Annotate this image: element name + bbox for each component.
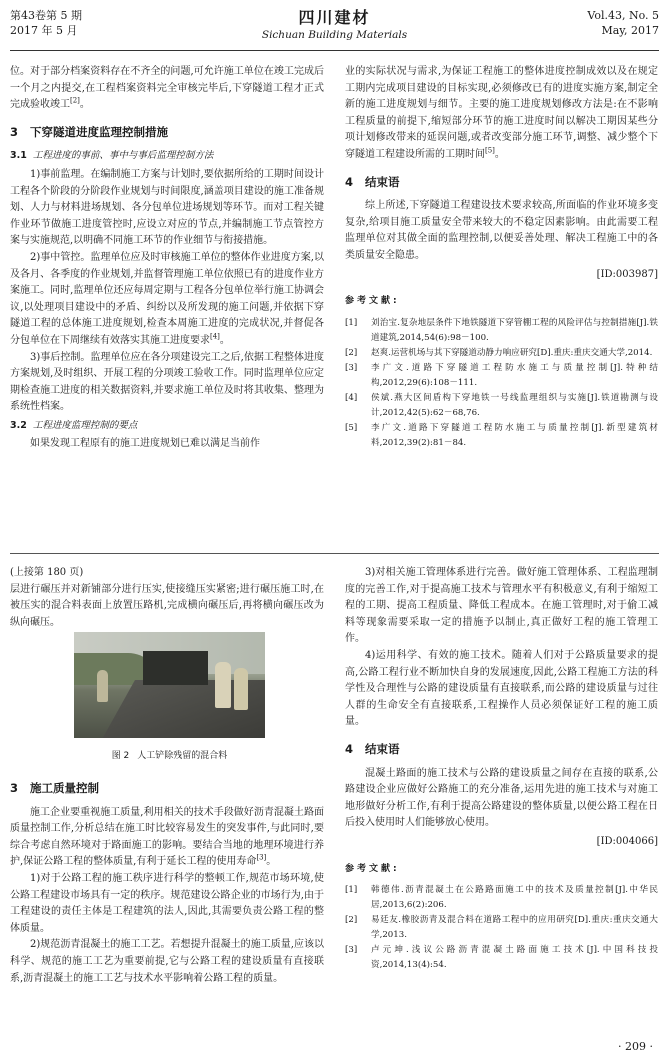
- page-header: [10, 8, 659, 52]
- paragraph: 综上所述,下穿隧道工程建设技术要求较高,所面临的作业环境多变复杂,给项目施工质量安全带来较大的不稳定因素影响。由此需要工程监理单位对其做全面的监理控制,以便妥善处理、解决工程施工中的各类质量安全隐患。: [345, 200, 658, 261]
- references-heading: 参考文献:: [345, 863, 400, 874]
- document-id: [ID:003987]: [596, 268, 658, 280]
- references-heading: 参考文献:: [345, 296, 400, 307]
- date-en: May, 2017: [601, 24, 659, 37]
- paragraph: 3)事后控制。监理单位应在各分项建设完工之后,依据工程整体进度方案规划,及时组织、开展工程的分项竣工验收工作。同时监理单位应定期检查施工进度的相关数据资料,并要求施工单位及时将其收集、整理为系统性档案。: [10, 351, 324, 413]
- paragraph: 位。对于部分档案资料存在不齐全的问题,可允许施工单位在竣工完成后一个月之内提交,在工程档案资料完全审核完毕后,下穿隧道工程才正式完成验收竣工[2]。: [10, 66, 324, 111]
- article-divider: [10, 553, 659, 554]
- figure-caption: 图 2 人工铲除残留的混合料: [111, 751, 228, 761]
- lower-left-top: [10, 565, 324, 631]
- reference-item: [1] 韩德伟.沥青混凝土在公路路面施工中的技术及质量控制[J].中华民居,2013,6(2):206.: [345, 885, 658, 911]
- references-list: [345, 883, 658, 973]
- worker-figure: [97, 670, 108, 702]
- reference-item: [5] 李广文.道路下穿隧道工程防水施工与质量控制[J].新型建筑材料,2012,39(2):81－84.: [345, 422, 658, 448]
- citation: [3]: [256, 854, 267, 863]
- header-rule: [10, 50, 659, 51]
- reference-item: [1] 刘治宝.复杂地层条件下地铁隧道下穿管棚工程的风险评估与控制措施[J].铁道建筑,2014,54(6):98－100.: [345, 317, 658, 343]
- construction-photo: [74, 632, 265, 738]
- document-id: [ID:004066]: [596, 835, 658, 847]
- paragraph: 如果发现工程原有的施工进度规划已难以满足当前作: [30, 438, 260, 450]
- volume-en: Vol.43, No. 5: [587, 9, 659, 22]
- reference-item: [2] 易廷友.橡胶沥青及混合料在道路工程中的应用研究[D].重庆:重庆交通大学,2013.: [345, 915, 658, 941]
- section-heading: 4 结束语: [345, 741, 400, 756]
- header-center: [10, 8, 659, 42]
- paver-machine: [143, 651, 208, 685]
- section-heading: 3 下穿隧道进度监理控制措施: [10, 124, 169, 139]
- citation: [5]: [485, 146, 495, 155]
- paragraph: 层进行碾压并对新铺部分进行压实,使接缝压实紧密;进行碾压施工时,在被压实的混合料表面上放置压路机,完成横向碾压后,再将横向碾压改为纵向碾压。: [10, 583, 324, 628]
- reference-item: [4] 侯斌.燕大区间盾构下穿地铁一号线监理组织与实施[J].铁道勘测与设计,2012,42(5):62－68,76.: [345, 392, 658, 418]
- paragraph: 混凝土路面的施工技术与公路的建设质量之间存在直接的联系,公路建设企业应做好公路施工的充分准备,运用先进的施工技术与对施工地形做好分析工作,有利于提高公路建设的整体质量,以便公路工程在日后投入使用时人们能够放心使用。: [345, 767, 658, 829]
- section-heading: 4 结束语: [345, 174, 400, 189]
- reference-item: [2] 赵爽.运营机场与其下穿隧道动静力响应研究[D].重庆:重庆交通大学,2014.: [345, 347, 653, 358]
- journal-name-en: Sichuan Building Materials: [261, 29, 408, 41]
- subsection-heading: 3.2 工程进度监理控制的要点: [10, 419, 138, 431]
- paragraph: 业的实际状况与需求,为保证工程施工的整体进度控制成效以及在规定工期内完成项目建设的目标实现,必须修改已有的进度实施方案,制定全新的施工进度规划与细节。主要的施工进度规划修改方法是:在不影响工程质量的前提下,缩短部分环节的施工进度时间以解决工期因某些分项计划修改带来的延误问题,或者改变部分施工环节,调整、减少整个下穿隧道工程建设所需的工期时间[5]。: [345, 66, 658, 160]
- reference-item: [3] 李广文.道路下穿隧道工程防水施工与质量控制[J].特种结构,2012,29(6):108－111.: [345, 362, 658, 388]
- paragraph: 2)规范沥青混凝土的施工工艺。若想提升混凝土的施工质量,应该以科学、规范的施工工艺为重要前提,它与公路工程的建设质量有直接联系,沥青混凝土的施工工艺与技术水平影响着公路工程的质量。: [10, 939, 324, 984]
- continuation-note: (上接第 180 页): [10, 567, 84, 578]
- journal-logo: 四川建材: [298, 8, 371, 27]
- paragraph: 3)对相关施工管理体系进行完善。做好施工管理体系、工程监理制度的完善工作,对于提高施工技术与管理水平有积极意义,有利于缩短工程的工期、提高工程质量、降低工程成本。在施工管理时,对于偷工减料等现象需要采取一定的措施予以制止,真正做好工程的施工管理工作。: [345, 567, 658, 645]
- paragraph: 4)运用科学、有效的施工技术。随着人们对于公路质量要求的提高,公路工程行业不断加快自身的发展速度,因此,公路工程施工方法的科学性及合理性与公路的建设质量有直接联系,而公路的建设质量与过往人群的生命安全有直接联系,工程操作人员必须保证好工程的施工质量。: [345, 649, 658, 728]
- paragraph: 1)事前监理。在编制施工方案与计划时,要依据所给的工期时间设计工程各个阶段的分阶段作业规划与时间限度,涵盖项目建设的施工准备规划、人力与材料进场规划、各分包单位进场规划等环节。而对工程关键作业环节做施工进度管控时,应设立对应的节点,并编制施工节点管控方案与实施规范,以明确不同施工环节的作业细节与衔接措施。: [10, 168, 324, 247]
- lower-left-bottom: [10, 770, 324, 987]
- reference-item: [3] 卢元坤.浅议公路沥青混凝土路面施工技术[J].中国科技投资,2014,13(4):54.: [345, 945, 658, 971]
- date-cn: 2017 年 5 月: [10, 24, 78, 37]
- worker-figure: [234, 668, 247, 710]
- paragraph: 施工企业要重视施工质量,利用相关的技术手段做好沥青混凝土路面质量控制工作,分析总结在施工时比较容易发生的突发事件,与此同时,要综合考虑自然环境对于路面施工的影响。要结合当地的地理环境进行养护,保证公路工程的整体质量,有利于延长工程的使用寿命[3]。: [10, 806, 324, 868]
- citation: [4]: [210, 332, 220, 341]
- paragraph: 2)事中管控。监理单位应及时审核施工单位的整体作业进度方案,以及各月、各季度的作业规划,并监督管理施工单位依照已有的进度作业方案施工。同时,监理单位还应每周定期与工程各分包单位举行施工协调会议,以处理项目建设中的矛盾、纠纷以及所发现的施工问题,并依据下穿隧道工程的总体施工进度规划,检查本周施工进度的完成状况,并督促各分包单位在下周继续有效落实其施工进度要求[4]。: [10, 251, 324, 346]
- volume-cn: 第43卷第 5 期: [10, 9, 82, 22]
- page-number: · 209 ·: [618, 1040, 653, 1053]
- section-heading: 3 施工质量控制: [10, 781, 100, 795]
- references-list: [345, 316, 658, 451]
- upper-right-column: [345, 64, 658, 451]
- paragraph: 1)对于公路工程的施工秩序进行科学的整顿工作,规范市场环境,使公路工程建设市场具有一定的秩序。规范建设公路企业的市场行为,由于工程建设的责任主体是工程建筑的法人,因此,其需要负责公路工程的整体质量。: [10, 872, 324, 934]
- lower-right-column: [345, 565, 658, 973]
- citation: [2]: [70, 96, 80, 105]
- upper-left-column: [10, 64, 324, 453]
- worker-figure: [215, 662, 230, 709]
- header-right: [587, 8, 659, 38]
- subsection-heading: 3.1 工程进度的事前、事中与事后监理控制方法: [10, 150, 214, 162]
